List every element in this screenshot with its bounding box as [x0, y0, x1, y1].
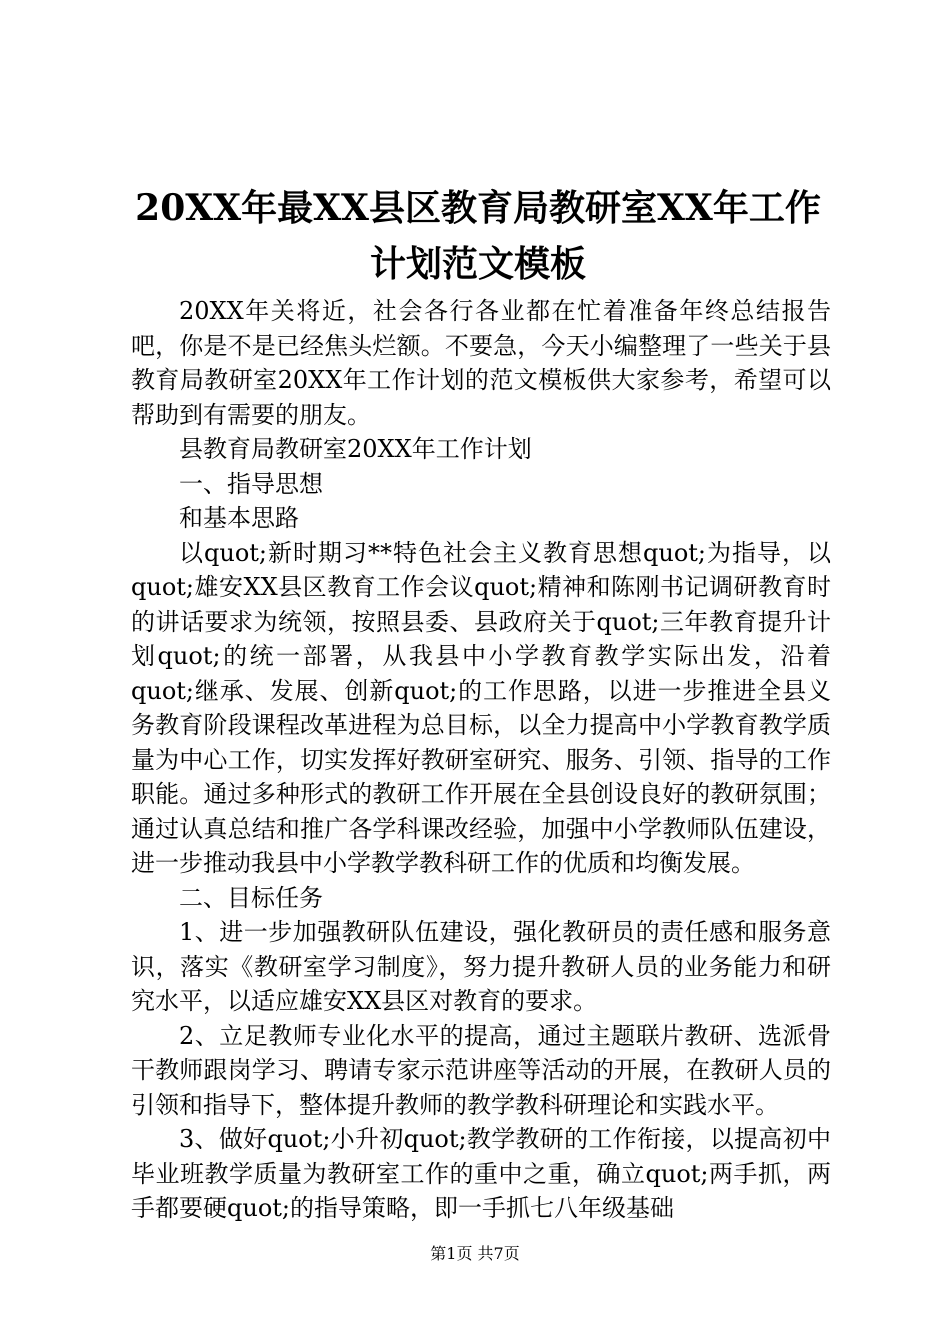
paragraph-plan-heading: 县教育局教研室20XX年工作计划 [179, 435, 532, 463]
paragraph-task-1: 1、进一步加强教研队伍建设，强化教研员的责任感和服务意识，落实《教研室学习制度》，努力提升教研人员的业务能力和研究水平，以适应雄安XX县区对教育的要求。 [131, 918, 831, 1015]
page-footer: 第1页 共7页 [430, 1244, 520, 1263]
paragraph-section-1-heading: 一、指导思想 [179, 469, 323, 498]
document-body [131, 294, 831, 1226]
document-title: 20XX年最XX县区教育局教研室XX年工作计划范文模板 [135, 187, 821, 285]
paragraph-intro: 20XX年关将近，社会各行各业都在忙着准备年终总结报告吧，你是不是已经焦头烂额。不要急，今天小编整理了一些关于县教育局教研室20XX年工作计划的范文模板供大家参考，希望可以帮助到有需要的朋友。 [131, 297, 831, 429]
paragraph-task-3: 3、做好quot;小升初quot;教学教研的工作衔接，以提高初中毕业班教学质量为教研室工作的重中之重，确立quot;两手抓，两手都要硬quot;的指导策略，即一手抓七八年级基础 [131, 1125, 831, 1222]
paragraph-section-1-subheading: 和基本思路 [179, 504, 299, 532]
paragraph-guiding-ideas: 以quot;新时期习**特色社会主义教育思想quot;为指导，以quot;雄安XX县区教育工作会议quot;精神和陈刚书记调研教育时的讲话要求为统领，按照县委、县政府关于quot;三年教育提升计划quot;的统一部署，从我县中小学教育教学实际出发，沿着quot;继承、发展、创新quot;的工作思路，以进一步推进全县义务教育阶段课程改革进程为总目标，以全力提高中小学教育教学质量为中心工作，切实发挥好教研室研究、服务、引领、指导的工作职能。通过多种形式的教研工作开展在全县创设良好的教研氛围；通过认真总结和推广各学科课改经验，加强中小学教师队伍建设，进一步推动我县中小学教学教科研工作的优质和均衡发展。 [131, 538, 831, 877]
paragraph-task-2: 2、立足教师专业化水平的提高，通过主题联片教研、选派骨干教师跟岗学习、聘请专家示范讲座等活动的开展，在教研人员的引领和指导下，整体提升教师的教学教科研理论和实践水平。 [131, 1021, 831, 1119]
paragraph-section-2-heading: 二、目标任务 [179, 883, 323, 912]
